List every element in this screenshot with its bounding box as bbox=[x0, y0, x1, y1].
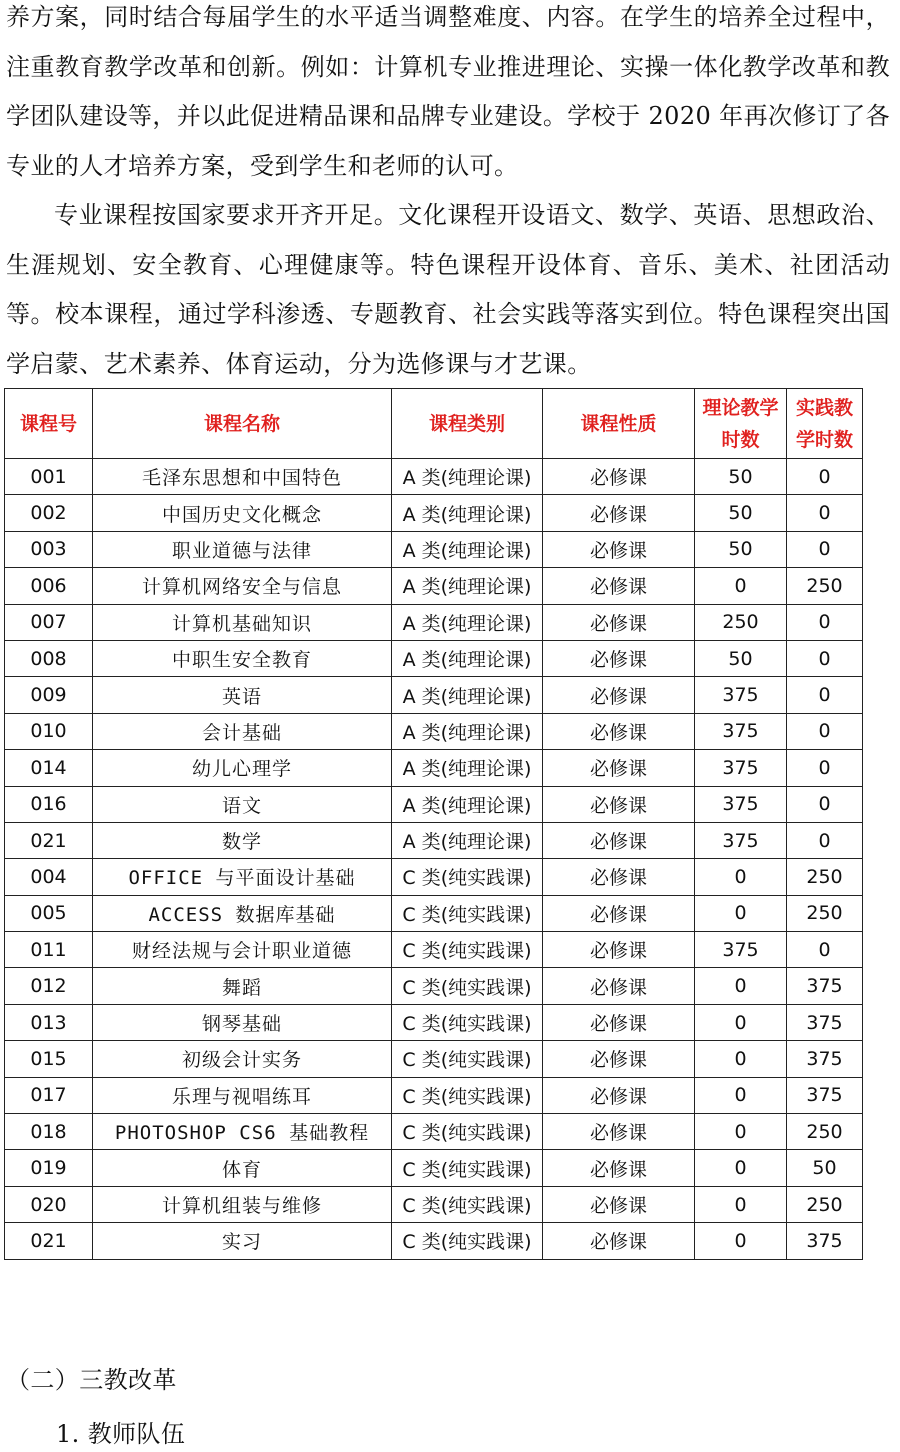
cell-practice-hours: 375 bbox=[787, 968, 863, 1004]
cell-course-nature: 必修课 bbox=[543, 677, 695, 713]
cell-practice-hours: 375 bbox=[787, 1223, 863, 1259]
cell-theory-hours: 0 bbox=[695, 859, 787, 895]
table-row bbox=[5, 531, 863, 567]
cell-course-category: C 类(纯实践课) bbox=[392, 1004, 543, 1040]
table-row bbox=[5, 895, 863, 931]
cell-course-category: A 类(纯理论课) bbox=[392, 495, 543, 531]
cell-practice-hours: 0 bbox=[787, 604, 863, 640]
subsection-heading: 1. 教师队伍 bbox=[56, 1420, 186, 1448]
cell-course-nature: 必修课 bbox=[543, 895, 695, 931]
cell-practice-hours: 375 bbox=[787, 1077, 863, 1113]
cell-course-name: OFFICE 与平面设计基础 bbox=[93, 859, 392, 895]
cell-course-nature: 必修课 bbox=[543, 604, 695, 640]
cell-practice-hours: 0 bbox=[787, 677, 863, 713]
cell-theory-hours: 375 bbox=[695, 786, 787, 822]
cell-course-id: 009 bbox=[5, 677, 93, 713]
paragraph-course-offering: 专业课程按国家要求开齐开足。文化课程开设语文、数学、英语、思想政治、生涯规划、安全教育、心理健康等。特色课程开设体育、音乐、美术、社团活动等。校本课程，通过学科渗透、专题教育、社会实践等落实到位。特色课程突出国学启蒙、艺术素养、体育运动，分为选修课与才艺课。 bbox=[6, 201, 890, 378]
cell-course-name: 财经法规与会计职业道德 bbox=[93, 932, 392, 968]
table-body bbox=[5, 459, 863, 1260]
cell-course-id: 006 bbox=[5, 568, 93, 604]
header-course-name: 课程名称 bbox=[93, 389, 392, 459]
cell-course-name: 计算机基础知识 bbox=[93, 604, 392, 640]
cell-course-nature: 必修课 bbox=[543, 822, 695, 858]
table-row bbox=[5, 677, 863, 713]
cell-practice-hours: 250 bbox=[787, 859, 863, 895]
cell-theory-hours: 0 bbox=[695, 568, 787, 604]
cell-course-category: C 类(纯实践课) bbox=[392, 1114, 543, 1150]
cell-theory-hours: 375 bbox=[695, 677, 787, 713]
cell-course-category: C 类(纯实践课) bbox=[392, 1150, 543, 1186]
cell-course-category: C 类(纯实践课) bbox=[392, 932, 543, 968]
cell-practice-hours: 0 bbox=[787, 459, 863, 495]
table-row bbox=[5, 1004, 863, 1040]
table-row bbox=[5, 1150, 863, 1186]
table-row bbox=[5, 604, 863, 640]
cell-course-id: 019 bbox=[5, 1150, 93, 1186]
cell-course-nature: 必修课 bbox=[543, 1041, 695, 1077]
cell-course-category: C 类(纯实践课) bbox=[392, 1186, 543, 1222]
cell-course-category: A 类(纯理论课) bbox=[392, 531, 543, 567]
cell-course-name: 语文 bbox=[93, 786, 392, 822]
table-row bbox=[5, 1186, 863, 1222]
cell-practice-hours: 0 bbox=[787, 822, 863, 858]
cell-course-id: 004 bbox=[5, 859, 93, 895]
table-row bbox=[5, 459, 863, 495]
cell-theory-hours: 0 bbox=[695, 1150, 787, 1186]
cell-course-id: 008 bbox=[5, 640, 93, 676]
cell-course-id: 010 bbox=[5, 713, 93, 749]
cell-course-name: 钢琴基础 bbox=[93, 1004, 392, 1040]
cell-course-nature: 必修课 bbox=[543, 1004, 695, 1040]
cell-course-name: 计算机网络安全与信息 bbox=[93, 568, 392, 604]
cell-course-name: 初级会计实务 bbox=[93, 1041, 392, 1077]
cell-practice-hours: 250 bbox=[787, 568, 863, 604]
table-row bbox=[5, 568, 863, 604]
cell-theory-hours: 0 bbox=[695, 1186, 787, 1222]
cell-practice-hours: 0 bbox=[787, 713, 863, 749]
cell-course-name: 毛泽东思想和中国特色 bbox=[93, 459, 392, 495]
cell-course-category: C 类(纯实践课) bbox=[392, 1223, 543, 1259]
cell-course-name: 中国历史文化概念 bbox=[93, 495, 392, 531]
cell-course-name: 职业道德与法律 bbox=[93, 531, 392, 567]
cell-course-id: 005 bbox=[5, 895, 93, 931]
cell-course-name: 会计基础 bbox=[93, 713, 392, 749]
cell-course-nature: 必修课 bbox=[543, 495, 695, 531]
cell-course-name: 英语 bbox=[93, 677, 392, 713]
cell-course-nature: 必修课 bbox=[543, 568, 695, 604]
cell-course-id: 016 bbox=[5, 786, 93, 822]
cell-course-id: 002 bbox=[5, 495, 93, 531]
cell-course-nature: 必修课 bbox=[543, 1223, 695, 1259]
cell-course-nature: 必修课 bbox=[543, 750, 695, 786]
cell-course-name: 舞蹈 bbox=[93, 968, 392, 1004]
cell-course-id: 001 bbox=[5, 459, 93, 495]
cell-course-name: ACCESS 数据库基础 bbox=[93, 895, 392, 931]
cell-course-nature: 必修课 bbox=[543, 640, 695, 676]
cell-practice-hours: 0 bbox=[787, 932, 863, 968]
cell-course-nature: 必修课 bbox=[543, 1114, 695, 1150]
cell-course-category: A 类(纯理论课) bbox=[392, 459, 543, 495]
cell-theory-hours: 0 bbox=[695, 1114, 787, 1150]
cell-course-category: C 类(纯实践课) bbox=[392, 859, 543, 895]
cell-practice-hours: 375 bbox=[787, 1041, 863, 1077]
cell-course-category: C 类(纯实践课) bbox=[392, 895, 543, 931]
cell-practice-hours: 0 bbox=[787, 531, 863, 567]
cell-theory-hours: 50 bbox=[695, 459, 787, 495]
table-row bbox=[5, 932, 863, 968]
cell-course-name: 体育 bbox=[93, 1150, 392, 1186]
table-row bbox=[5, 786, 863, 822]
cell-course-category: C 类(纯实践课) bbox=[392, 1077, 543, 1113]
cell-theory-hours: 0 bbox=[695, 1077, 787, 1113]
cell-course-nature: 必修课 bbox=[543, 932, 695, 968]
cell-course-category: A 类(纯理论课) bbox=[392, 604, 543, 640]
table-header-row bbox=[5, 389, 863, 459]
header-theory-hours: 理论教学时数 bbox=[695, 389, 787, 459]
cell-course-name: 乐理与视唱练耳 bbox=[93, 1077, 392, 1113]
cell-course-category: A 类(纯理论课) bbox=[392, 568, 543, 604]
cell-course-category: A 类(纯理论课) bbox=[392, 713, 543, 749]
cell-course-name: 幼儿心理学 bbox=[93, 750, 392, 786]
cell-theory-hours: 0 bbox=[695, 895, 787, 931]
cell-course-id: 012 bbox=[5, 968, 93, 1004]
cell-course-id: 020 bbox=[5, 1186, 93, 1222]
cell-course-nature: 必修课 bbox=[543, 1186, 695, 1222]
cell-course-category: A 类(纯理论课) bbox=[392, 822, 543, 858]
course-table bbox=[4, 388, 863, 1260]
cell-theory-hours: 50 bbox=[695, 495, 787, 531]
table-row bbox=[5, 859, 863, 895]
table-row bbox=[5, 1041, 863, 1077]
cell-course-category: A 类(纯理论课) bbox=[392, 640, 543, 676]
cell-practice-hours: 0 bbox=[787, 495, 863, 531]
cell-course-id: 017 bbox=[5, 1077, 93, 1113]
cell-theory-hours: 250 bbox=[695, 604, 787, 640]
cell-course-id: 003 bbox=[5, 531, 93, 567]
table-row bbox=[5, 750, 863, 786]
cell-practice-hours: 375 bbox=[787, 1004, 863, 1040]
cell-course-id: 013 bbox=[5, 1004, 93, 1040]
cell-course-name: 计算机组装与维修 bbox=[93, 1186, 392, 1222]
cell-course-name: 中职生安全教育 bbox=[93, 640, 392, 676]
cell-practice-hours: 0 bbox=[787, 640, 863, 676]
cell-practice-hours: 0 bbox=[787, 786, 863, 822]
cell-course-category: C 类(纯实践课) bbox=[392, 1041, 543, 1077]
cell-theory-hours: 375 bbox=[695, 932, 787, 968]
cell-course-name: 实习 bbox=[93, 1223, 392, 1259]
cell-practice-hours: 250 bbox=[787, 1114, 863, 1150]
table-row bbox=[5, 713, 863, 749]
header-course-id: 课程号 bbox=[5, 389, 93, 459]
cell-practice-hours: 0 bbox=[787, 750, 863, 786]
cell-course-id: 021 bbox=[5, 822, 93, 858]
cell-course-nature: 必修课 bbox=[543, 459, 695, 495]
table-row bbox=[5, 1223, 863, 1259]
cell-course-nature: 必修课 bbox=[543, 786, 695, 822]
cell-course-category: A 类(纯理论课) bbox=[392, 786, 543, 822]
table-row bbox=[5, 495, 863, 531]
cell-theory-hours: 0 bbox=[695, 1004, 787, 1040]
cell-course-nature: 必修课 bbox=[543, 713, 695, 749]
cell-theory-hours: 50 bbox=[695, 640, 787, 676]
cell-course-nature: 必修课 bbox=[543, 859, 695, 895]
table-row bbox=[5, 640, 863, 676]
cell-course-name: 数学 bbox=[93, 822, 392, 858]
table-row bbox=[5, 1077, 863, 1113]
cell-theory-hours: 50 bbox=[695, 531, 787, 567]
cell-course-id: 014 bbox=[5, 750, 93, 786]
cell-theory-hours: 375 bbox=[695, 713, 787, 749]
table-row bbox=[5, 968, 863, 1004]
cell-practice-hours: 50 bbox=[787, 1150, 863, 1186]
cell-theory-hours: 375 bbox=[695, 822, 787, 858]
cell-course-category: A 类(纯理论课) bbox=[392, 750, 543, 786]
cell-theory-hours: 0 bbox=[695, 968, 787, 1004]
cell-course-id: 018 bbox=[5, 1114, 93, 1150]
cell-course-nature: 必修课 bbox=[543, 968, 695, 1004]
cell-course-nature: 必修课 bbox=[543, 1150, 695, 1186]
cell-course-id: 007 bbox=[5, 604, 93, 640]
cell-theory-hours: 375 bbox=[695, 750, 787, 786]
header-course-category: 课程类别 bbox=[392, 389, 543, 459]
table-row bbox=[5, 1114, 863, 1150]
cell-course-id: 021 bbox=[5, 1223, 93, 1259]
header-course-nature: 课程性质 bbox=[543, 389, 695, 459]
cell-theory-hours: 0 bbox=[695, 1223, 787, 1259]
cell-course-id: 011 bbox=[5, 932, 93, 968]
cell-practice-hours: 250 bbox=[787, 895, 863, 931]
cell-course-name: PHOTOSHOP CS6 基础教程 bbox=[93, 1114, 392, 1150]
table-row bbox=[5, 822, 863, 858]
cell-theory-hours: 0 bbox=[695, 1041, 787, 1077]
cell-practice-hours: 250 bbox=[787, 1186, 863, 1222]
paragraph-curriculum-plan: 养方案，同时结合每届学生的水平适当调整难度、内容。在学生的培养全过程中，注重教育教学改革和创新。例如：计算机专业推进理论、实操一体化教学改革和教学团队建设等，并以此促进精品课和品牌专业建设。学校于 2020 年再次修订了各专业的人才培养方案，受到学生和老师的认可。 bbox=[6, 3, 890, 180]
section-heading: （二）三教改革 bbox=[6, 1366, 177, 1394]
cell-course-category: A 类(纯理论课) bbox=[392, 677, 543, 713]
header-practice-hours: 实践教学时数 bbox=[787, 389, 863, 459]
cell-course-nature: 必修课 bbox=[543, 531, 695, 567]
cell-course-nature: 必修课 bbox=[543, 1077, 695, 1113]
cell-course-id: 015 bbox=[5, 1041, 93, 1077]
cell-course-category: C 类(纯实践课) bbox=[392, 968, 543, 1004]
